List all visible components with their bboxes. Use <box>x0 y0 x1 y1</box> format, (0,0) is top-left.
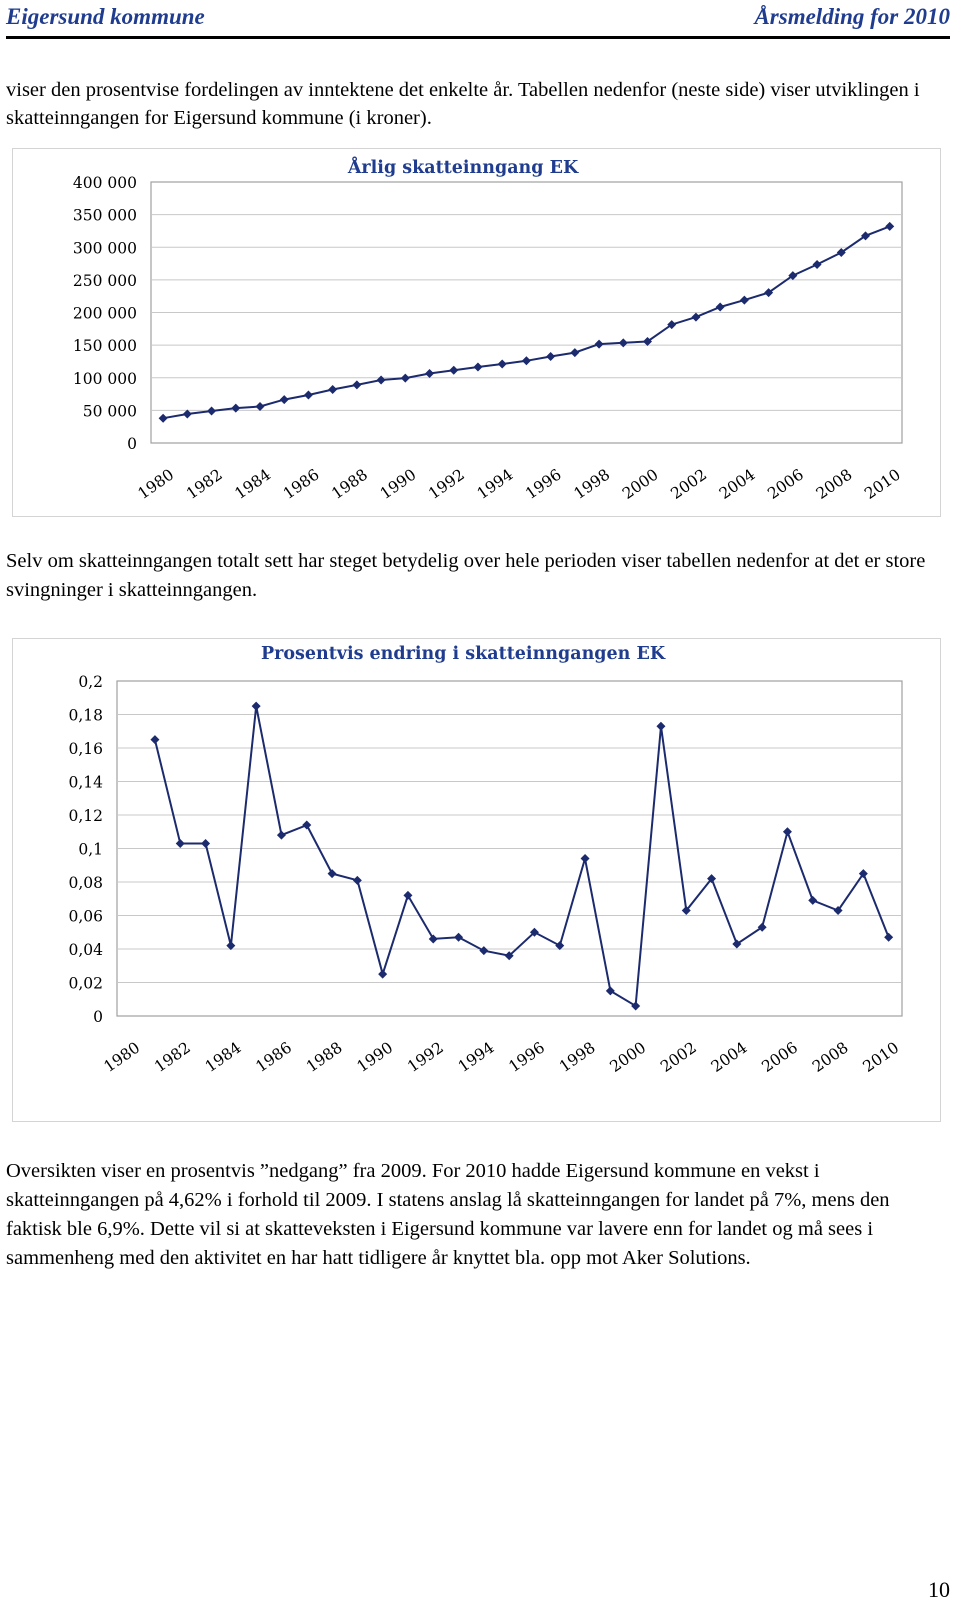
y-tick-label: 0,04 <box>68 941 103 959</box>
x-tick-label: 2004 <box>707 1038 751 1076</box>
x-tick-label: 2008 <box>812 465 856 503</box>
y-tick-label: 0,06 <box>68 907 103 926</box>
closing-paragraph: Oversikten viser en prosentvis ”nedgang” fra 2009. For 2010 hadde Eigersund kommune en vekst i skatteinngangen på 4,62% i forhold til 2009. I statens anslag lå skatteinngangen for landet på 7%, mens den faktisk ble 6,9%. Dette vil si at skatteveksten i Eigersund kommune var lavere enn for landet og må sees i sammenheng med den aktivitet en har hatt tidligere år knyttet bla. opp mot Aker Solutions. <box>6 1160 890 1269</box>
x-tick-label: 1998 <box>570 465 614 503</box>
page-header <box>6 0 950 39</box>
y-tick-label: 300 000 <box>72 239 137 258</box>
x-tick-label: 1992 <box>425 465 468 503</box>
x-tick-label: 1986 <box>279 465 323 503</box>
chart-percent-change-svg <box>13 639 940 1121</box>
x-tick-label: 2010 <box>859 1038 903 1076</box>
x-tick-label: 2000 <box>606 1038 650 1076</box>
x-tick-label: 1990 <box>353 1038 397 1076</box>
y-tick-label: 100 000 <box>72 369 137 388</box>
y-tick-label: 0,08 <box>68 874 103 892</box>
y-tick-label: 0,16 <box>68 740 103 758</box>
y-tick-label: 0 <box>127 435 137 453</box>
y-tick-label: 350 000 <box>72 206 137 225</box>
middle-paragraph: Selv om skatteinngangen totalt sett har steget betydelig over hele perioden viser tabellen nedenfor at det er store svingninger i skatteinngangen. <box>6 550 926 601</box>
x-tick-label: 1996 <box>522 465 565 503</box>
chart-title: Prosentvis endring i skatteinngangen EK <box>260 644 666 664</box>
x-tick-label: 2008 <box>809 1038 852 1076</box>
x-tick-label: 2004 <box>715 465 759 503</box>
x-tick-label: 1992 <box>404 1038 447 1076</box>
x-tick-label: 1984 <box>201 1038 245 1076</box>
x-tick-label: 1980 <box>100 1038 144 1076</box>
y-tick-label: 0,02 <box>68 974 103 993</box>
chart-annual-tax-income-svg <box>13 149 940 516</box>
y-tick-label: 0,18 <box>68 706 103 725</box>
y-tick-label: 0,2 <box>78 673 103 691</box>
x-tick-label: 1994 <box>454 1038 498 1076</box>
y-tick-label: 0,1 <box>78 840 103 859</box>
x-tick-label: 1998 <box>556 1038 599 1076</box>
page-number: 10 <box>928 1577 950 1602</box>
y-tick-label: 50 000 <box>82 402 137 421</box>
chart-percent-change <box>12 638 941 1122</box>
x-tick-label: 1984 <box>231 465 275 503</box>
x-tick-label: 1994 <box>473 465 517 503</box>
x-tick-label: 1988 <box>328 465 372 503</box>
intro-paragraph: viser den prosentvise fordelingen av inntektene det enkelte år. Tabellen nedenfor (neste side) viser utviklingen i skatteinngangen for Eigersund kommune (i kroner). <box>6 79 920 129</box>
x-tick-label: 2006 <box>764 465 808 503</box>
y-tick-label: 200 000 <box>72 304 137 323</box>
report-title: Årsmelding for 2010 <box>754 4 950 29</box>
chart-annual-tax-income <box>12 148 941 517</box>
x-tick-label: 2002 <box>657 1038 700 1076</box>
x-tick-label: 1980 <box>134 465 178 503</box>
y-tick-label: 0,14 <box>68 773 103 792</box>
x-tick-label: 2002 <box>667 465 711 503</box>
y-tick-label: 400 000 <box>72 174 137 192</box>
x-tick-label: 2010 <box>861 465 904 503</box>
y-tick-label: 150 000 <box>72 337 137 356</box>
x-tick-label: 1996 <box>505 1038 549 1076</box>
y-tick-label: 250 000 <box>72 271 137 290</box>
x-tick-label: 2000 <box>619 465 662 503</box>
x-tick-label: 1990 <box>376 465 420 503</box>
x-tick-label: 1988 <box>303 1038 346 1076</box>
x-tick-label: 1982 <box>151 1038 194 1076</box>
x-tick-label: 1986 <box>252 1038 296 1076</box>
x-tick-label: 1982 <box>183 465 226 503</box>
municipality-name: Eigersund kommune <box>6 4 205 29</box>
y-tick-label: 0,12 <box>68 807 103 825</box>
chart-title: Årlig skatteinngang EK <box>347 158 579 178</box>
x-tick-label: 2006 <box>758 1038 802 1076</box>
y-tick-label: 0 <box>93 1008 103 1026</box>
